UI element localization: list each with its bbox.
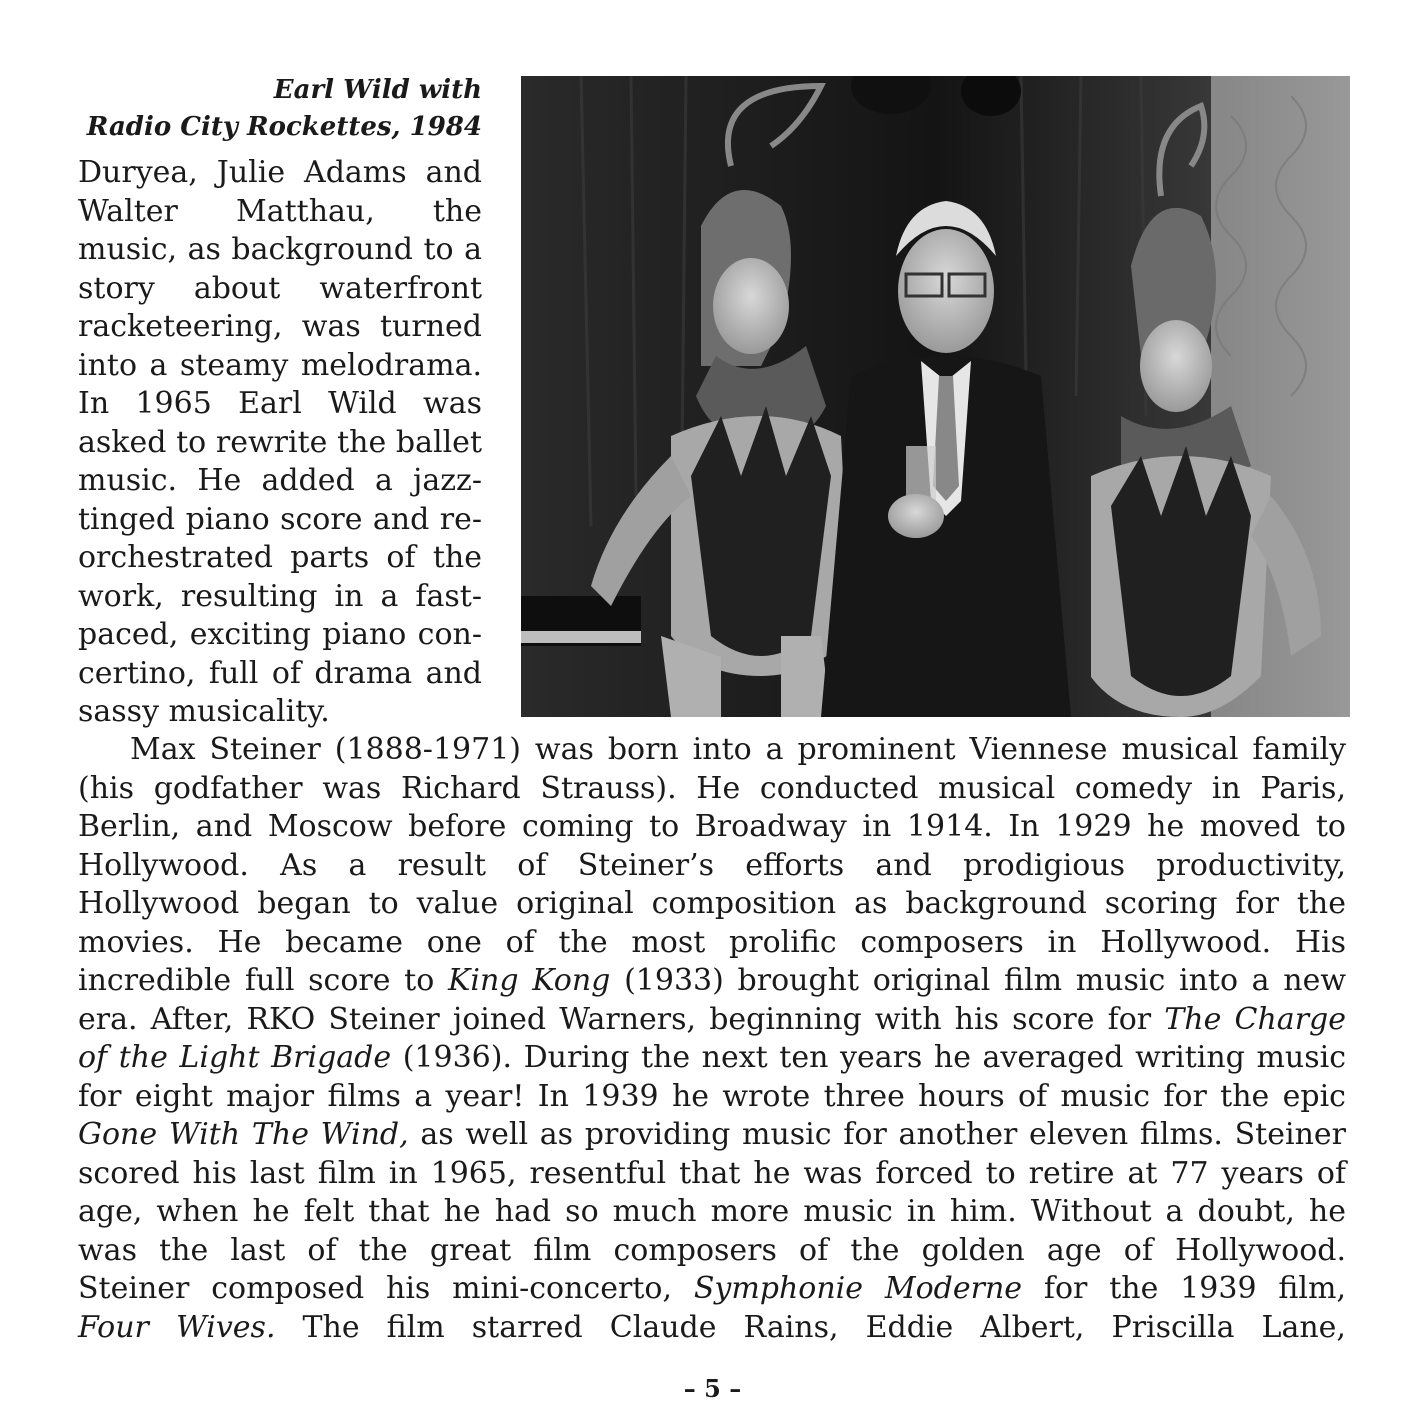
text-run: (1936). During the next ten years he averaged writing music — [391, 1040, 1347, 1075]
text-line — [78, 1270, 1346, 1309]
text-line: racketeering, was turned — [78, 309, 482, 344]
text-line: for eight major films a year! In 1939 he wrote three hours of music for the epic — [78, 1078, 1346, 1114]
text-line: paced, exciting piano con- — [78, 617, 482, 652]
text-line: music, as background to a — [78, 232, 482, 267]
text-line: certino, full of drama and — [78, 655, 482, 691]
text-line: (his godfather was Richard Strauss). He conducted musical comedy in Paris, — [78, 770, 1346, 806]
film-title: The Charge — [1164, 1001, 1346, 1037]
text-run: incredible full score to — [78, 963, 448, 998]
main-paragraph — [78, 731, 1346, 1347]
text-line: sassy musicality. — [78, 694, 330, 729]
work-title: Symphonie Moderne — [693, 1271, 1023, 1306]
text-line: orchestrated parts of the — [78, 540, 482, 575]
text-run: (1933) brought original film music into a new — [610, 963, 1347, 998]
film-title: King Kong — [447, 963, 611, 998]
text-line: Hollywood began to value original composition as background scoring for the — [78, 886, 1346, 921]
text-line — [78, 1001, 1346, 1040]
text-line: work, resulting in a fast- — [78, 578, 482, 614]
text-line: movies. He became one of the most prolific composers in Hollywood. His — [78, 924, 1346, 960]
text-line — [78, 962, 1346, 1001]
caption-line: Earl Wild with — [273, 75, 482, 105]
column-paragraph — [78, 154, 482, 732]
text-line: scored his last film in 1965, resentful that he was forced to retire at 77 years of — [78, 1155, 1346, 1191]
text-line: music. He added a jazz- — [78, 463, 482, 498]
text-line: tinged piano score and re- — [78, 501, 482, 537]
film-title: of the Light Brigade — [78, 1040, 392, 1075]
page-number: – 5 – — [683, 1374, 742, 1403]
photo-illustration — [521, 76, 1350, 717]
film-title: Four Wives. — [78, 1309, 276, 1345]
text-line: story about waterfront — [78, 270, 482, 306]
text-run: as well as providing music for another eleven films. Steiner — [408, 1117, 1346, 1152]
text-run: The film starred Claude Rains, Eddie Albert, Priscilla Lane, — [275, 1309, 1346, 1345]
text-line — [78, 1309, 1346, 1348]
text-line: Max Steiner (1888-1971) was born into a prominent Viennese musical family — [130, 732, 1346, 767]
text-line: Hollywood. As a result of Steiner’s efforts and prodigious productivity, — [78, 847, 1346, 883]
photo-caption — [78, 72, 482, 146]
text-run: for the 1939 film, — [1022, 1271, 1346, 1306]
text-line: into a steamy melodrama. — [78, 347, 482, 383]
photo-earl-wild-rockettes — [521, 76, 1350, 717]
text-line — [78, 1116, 1346, 1155]
text-line: Berlin, and Moscow before coming to Broadway in 1914. In 1929 he moved to — [78, 809, 1346, 844]
film-title: Gone With The Wind, — [78, 1117, 409, 1152]
text-line — [78, 1039, 1346, 1078]
text-run: era. After, RKO Steiner joined Warners, beginning with his score for — [78, 1001, 1165, 1037]
text-line: age, when he felt that he had so much more music in him. Without a doubt, he — [78, 1194, 1346, 1229]
caption-line: Radio City Rockettes, 1984 — [86, 112, 482, 142]
text-run: Steiner composed his mini-concerto, — [78, 1271, 694, 1306]
text-line: was the last of the great film composers of the golden age of Hollywood. — [78, 1232, 1346, 1268]
text-line: asked to rewrite the ballet — [78, 424, 482, 460]
text-line: In 1965 Earl Wild was — [78, 386, 482, 421]
text-line: Walter Matthau, the — [78, 193, 482, 229]
text-line: Duryea, Julie Adams and — [78, 155, 482, 190]
